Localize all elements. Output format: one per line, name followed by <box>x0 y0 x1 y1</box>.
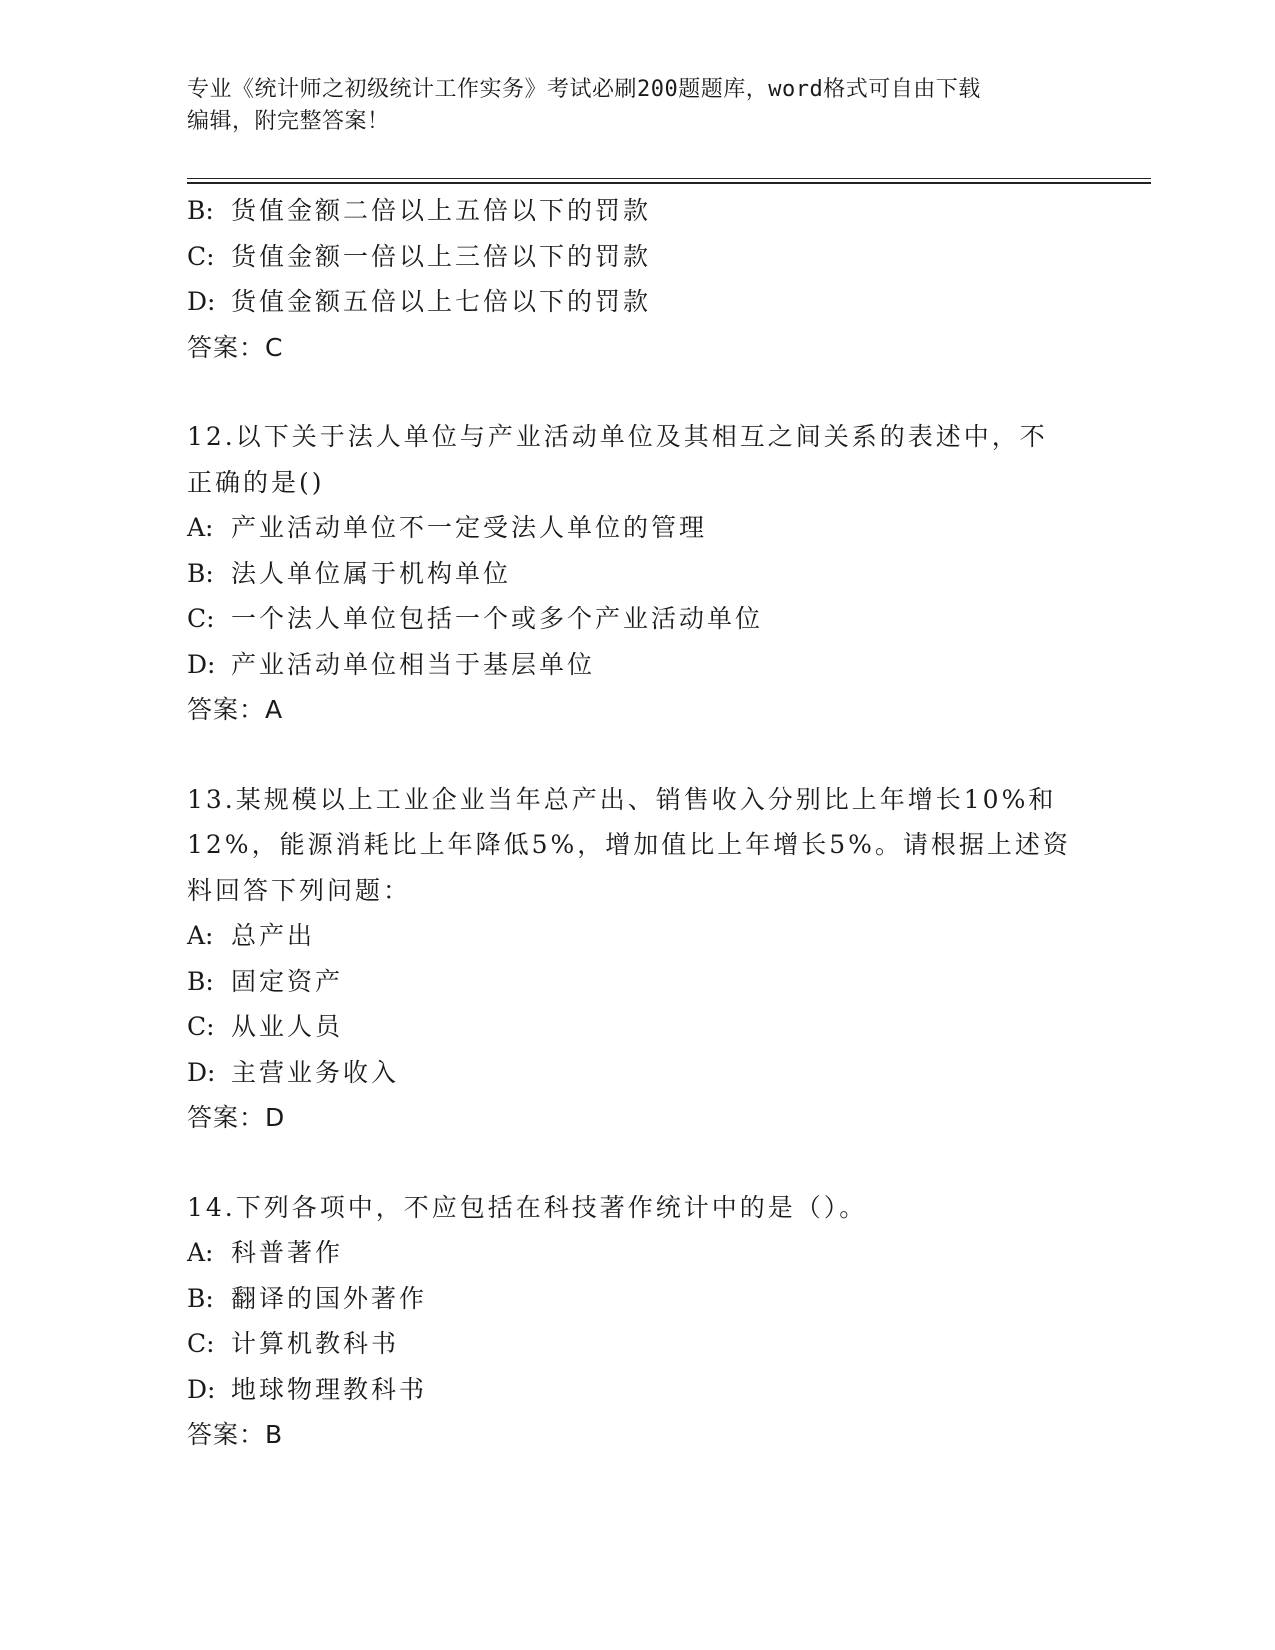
option-label: A: <box>187 1238 214 1267</box>
option-label: D: <box>187 649 216 679</box>
question-stem: 12.以下关于法人单位与产业活动单位及其相互之间关系的表述中，不 <box>187 422 1048 451</box>
option-label: C: <box>187 1329 215 1358</box>
question-list <box>187 188 1087 1458</box>
option-c <box>187 1321 1087 1367</box>
option-d <box>187 642 1087 688</box>
option-d <box>187 279 1087 325</box>
option-b <box>187 188 1087 234</box>
question-11-continued <box>187 188 1087 370</box>
option-label: A: <box>187 513 214 542</box>
option-text: 产业活动单位不一定受法人单位的管理 <box>231 513 708 542</box>
option-label: D: <box>187 1057 216 1087</box>
header-line-2: 编辑，附完整答案！ <box>187 109 390 134</box>
spacer <box>187 733 1087 777</box>
header-line-1: 专业《统计师之初级统计工作实务》考试必刷200题题库，word格式可自由下载 <box>187 77 981 102</box>
option-label: D: <box>187 1374 216 1404</box>
option-label: D: <box>187 287 216 316</box>
option-text: 地球物理教科书 <box>231 1374 428 1404</box>
question-12 <box>187 414 1087 733</box>
answer-line: 答案：D <box>187 1103 286 1132</box>
spacer <box>187 370 1087 414</box>
option-text: 固定资产 <box>231 966 344 996</box>
option-text: 一个法人单位包括一个或多个产业活动单位 <box>231 604 764 633</box>
option-text: 翻译的国外著作 <box>231 1283 428 1313</box>
option-text: 主营业务收入 <box>231 1057 400 1087</box>
option-c <box>187 596 1087 642</box>
option-a <box>187 1230 1087 1276</box>
question-stem: 13.某规模以上工业企业当年总产出、销售收入分别比上年增长10%和 <box>187 784 1057 814</box>
option-text: 货值金额一倍以上三倍以下的罚款 <box>231 241 652 271</box>
question-13 <box>187 777 1087 1141</box>
option-text: 计算机教科书 <box>231 1329 400 1358</box>
option-text: 科普著作 <box>231 1238 344 1267</box>
option-label: C: <box>187 1012 215 1041</box>
option-a <box>187 913 1087 959</box>
option-text: 货值金额五倍以上七倍以下的罚款 <box>231 287 652 316</box>
question-stem: 12%，能源消耗比上年降低5%，增加值比上年增长5%。请根据上述资 <box>187 830 1071 859</box>
option-label: B: <box>187 558 214 588</box>
answer-line: 答案：B <box>187 1420 284 1449</box>
option-text: 产业活动单位相当于基层单位 <box>231 649 596 679</box>
option-c <box>187 234 1087 280</box>
option-label: A: <box>187 921 214 950</box>
document-header <box>187 74 1067 138</box>
spacer <box>187 1141 1087 1185</box>
option-d <box>187 1050 1087 1096</box>
option-text: 从业人员 <box>231 1012 344 1041</box>
question-stem: 14.下列各项中，不应包括在科技著作统计中的是（）。 <box>187 1192 868 1222</box>
answer-line: 答案：C <box>187 332 284 362</box>
answer-line: 答案：A <box>187 695 284 724</box>
option-text: 货值金额二倍以上五倍以下的罚款 <box>231 196 652 225</box>
option-label: B: <box>187 966 214 996</box>
question-stem: 正确的是() <box>187 467 325 497</box>
question-14 <box>187 1185 1087 1458</box>
option-a <box>187 505 1087 551</box>
option-d <box>187 1367 1087 1413</box>
option-text: 总产出 <box>231 921 316 950</box>
option-c <box>187 1004 1087 1050</box>
option-label: C: <box>187 241 215 271</box>
header-divider-thick <box>187 182 1151 184</box>
option-label: B: <box>187 196 214 225</box>
option-b <box>187 1276 1087 1322</box>
option-label: C: <box>187 604 215 633</box>
header-divider-thin <box>187 178 1151 179</box>
option-text: 法人单位属于机构单位 <box>231 558 512 588</box>
option-b <box>187 551 1087 597</box>
question-stem: 料回答下列问题： <box>187 875 412 905</box>
option-label: B: <box>187 1283 214 1313</box>
option-b <box>187 959 1087 1005</box>
